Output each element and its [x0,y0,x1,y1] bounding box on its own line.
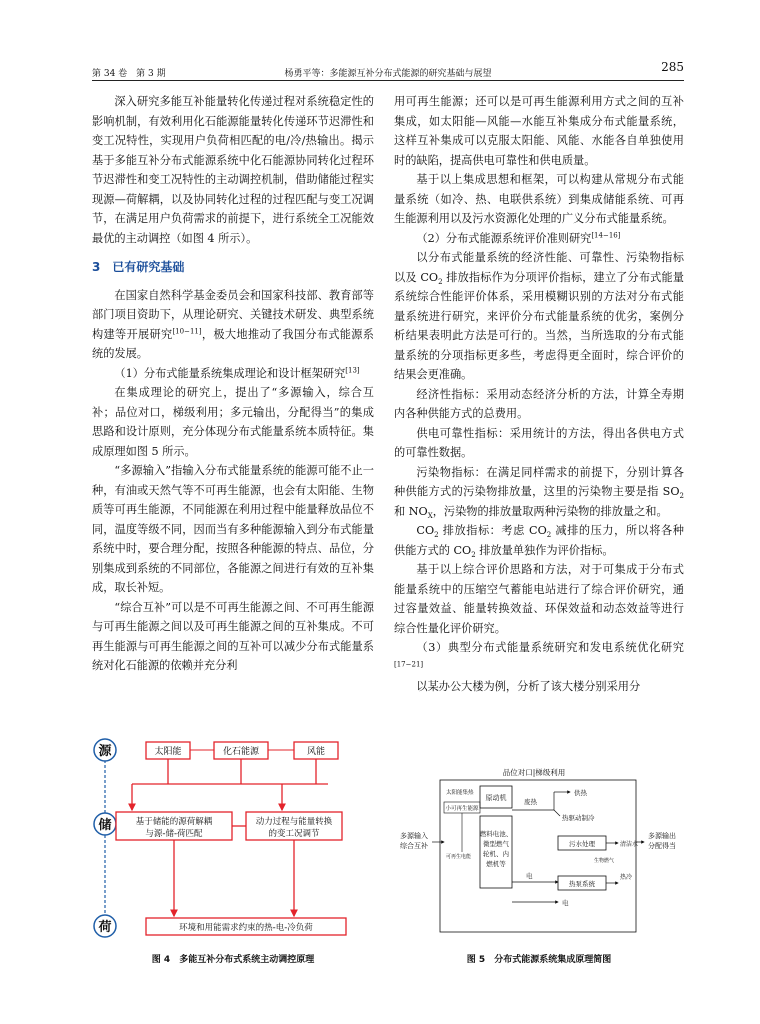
fossil-box [214,742,268,759]
figure-5-caption: 图 5 分布式能源系统集成原理简图 [466,955,612,965]
volume-issue: 第 34 卷 第 3 期 [92,69,166,79]
subscript: 2 [471,550,476,559]
output-label-1: 多源输出 [648,832,676,840]
text-run: 和 NO [394,504,428,518]
renewable-power-label: 可再生电能 [446,854,472,860]
running-title: 杨勇平等：多能源互补分布式能源的研究基础与展望 [284,69,492,79]
text-run: CO [416,524,435,537]
top-label: 品位对口|梯级利用 [502,768,566,777]
subsection-heading [394,638,684,677]
subsection-heading [92,364,374,384]
electricity-label-2: 电 [562,899,569,907]
waste-heat-label: 废热 [524,798,537,806]
fuel-line1: 燃料电池、 [479,830,513,838]
storage-decoupling-box [116,812,232,840]
left-column [92,92,374,676]
text-run: 污染物指标：在满足同样需求的前提下，分别计算各种供能方式的污染物排放量，这里的污染物主要是指 SO [394,465,684,498]
solar-box [146,742,190,759]
bio-gas-label: 生物燃气 [594,858,615,864]
subscript: X [427,511,433,520]
running-header [92,60,684,81]
right-column [394,92,684,697]
section-heading [92,258,374,278]
paragraph: 经济性指标：采用动态经济分析的方法，计算全寿期内各种供能方式的总费用。 [394,387,684,420]
storage-node [94,813,116,835]
paragraph: 基于以上集成思想和框架，可以构建从常规分布式能量系统（如冷、热、电联供系统）到集成储能系统、可再生能源利用以及污水资源化处理的广义分布式能量系统。 [394,173,684,225]
text-run: （1）分布式能量系统集成理论和设计框架研究 [114,366,346,380]
fuel-line2: 微型燃气 [483,840,509,848]
fuel-line3: 轮机、内 [483,850,509,858]
subscript: 2 [679,492,684,501]
storage-label: 储 [98,818,112,833]
electricity-label: 电 [526,872,533,880]
figure-5-diagram [394,766,684,938]
paragraph [394,463,684,522]
dynamic-box-line2: 的变工况调节 [268,829,320,839]
paragraph: 以某办公大楼为例，分析了该大楼分别采用分 [416,680,641,693]
input-label-2: 综合互补 [400,842,428,850]
load-node [94,915,116,937]
storage-box-line1: 基于储能的源荷解耦 [135,817,213,827]
input-label-1: 多源输入 [400,832,428,840]
section-number: 3 [92,260,101,274]
text-run: 排放量单独作为评价指标。 [475,543,614,557]
engine-label: 原动机 [485,794,507,802]
heat-cold-label: 热冷 [620,874,633,881]
subsection-heading [394,229,684,249]
text-run: 以分布式能量系统的经济性能、可靠性、污染物指标以及 CO [394,251,684,284]
page-number: 285 [661,60,684,74]
paragraph: 在集成理论的研究上，提出了“多源输入，综合互补；品位对口，梯级利用；多元输出，分配得当”的集成思路和设计原则，充分体现分布式能量系统本质特征。集成原理如图 5 所示。 [92,386,374,458]
solar-label: 太阳能 [154,747,182,757]
source-node [94,739,116,761]
source-label: 源 [98,744,112,759]
text-run: 排放指标作为分项评价指标，建立了分布式能量系统综合性能评价体系，采用模糊识别的方法对分布式能量系统进行研究，来评价分布式能量系统的优劣，案例分析结果表明此方法是可行的。当然，当所选取的分布式能量系统的分项指标更多些，考虑得更全面时，综合评价的结果会更准确。 [394,270,684,381]
paragraph: 用可再生能源；还可以是可再生能源利用方式之间的互补集成，如太阳能—风能—水能互补集成分布式能量系统，这样互补集成可以克服太阳能、风能、水能各自单独使用时的缺陷，提高供电可靠性和供电质量。 [394,95,684,167]
citation: [10−11] [172,326,202,335]
section-title: 已有研究基础 [112,260,185,274]
text-run: （2）分布式能源系统评价准则研究 [416,231,592,245]
figure-4-diagram [92,738,360,938]
heat-pump-label: 热泵系统 [569,880,595,888]
paragraph: 供电可靠性指标：采用统计的方法，得出各供电方式的可靠性数据。 [394,426,684,459]
text-run: （3）典型分布式能量系统研究和发电系统优化研究 [416,641,684,654]
wind-box [294,742,338,759]
paragraph: 基于以上综合评价思路和方法，对于可集成于分布式能量系统中的压缩空气蓄能电站进行了综合评价研究，通过容量效益、能量转换效益、环保效益和动态效益等进行综合性量化评价研究。 [394,563,684,635]
output-label-2: 分配得当 [648,842,676,850]
load-box-label: 环境和用能需求约束的热-电-冷负荷 [179,923,313,933]
storage-box-line2: 与源-储-荷匹配 [145,829,203,839]
citation: [17−21] [394,659,424,668]
sewage-label: 污水处理 [569,840,595,848]
heat-supply-label: 供热 [574,789,587,797]
dynamic-box-line1: 动力过程与能量转换 [255,817,333,827]
text-run: 排放指标：考虑 CO [438,524,547,537]
figure-4-caption: 图 4 多能互补分布式系统主动调控原理 [151,955,315,965]
subscript: 2 [438,277,443,286]
renewable-label: 小可再生能源 [445,806,479,812]
load-label: 荷 [98,920,112,935]
citation: [13] [345,365,360,374]
flow-line [554,810,560,816]
text-run: 在国家自然科学基金委员会和国家科技部、教育部等部门项目资助下，从理论研究、关键技术研发、典型系统构建等开展研究 [92,288,374,341]
paragraph [394,248,684,385]
fossil-label: 化石能源 [222,747,260,757]
citation: [14−16] [591,230,621,239]
dynamic-process-box [246,812,342,840]
clean-water-label: 清洁水 [620,841,639,848]
text-run: ，污染物的排放量取两种污染物的排放量之和。 [432,504,668,518]
paragraph [394,521,684,560]
solar-heat-label: 太阳能集热 [446,790,474,796]
wind-label: 风能 [306,747,326,757]
paragraph: 深入研究多能互补能量转化传递过程对系统稳定性的影响机制，有效利用化石能源能量转化传递环节迟滞性和变工况特性，实现用户负荷相匹配的电/冷/热输出。揭示基于多能互补分布式能源系统中化石能源协同转化过程环节迟滞性和变工况特性的主动调控机制，借助储能过程实现源—荷解耦，以及协同转化过程的过程匹配与变工况调节，在满足用户负荷需求的前提下，进行系统全工况能效最优的主动调控（如图 4 所示）。 [92,95,374,245]
paragraph: “综合互补”可以是不可再生能源之间、不可再生能源与可再生能源之间以及可再生能源之间的互补集成。不可再生能源与可再生能源之间的互补可以减少分布式能量系统对化石能源的依赖并充分利 [92,600,374,672]
subscript: 2 [546,531,552,540]
text-run: 减排的压力，所以将各种供能方式的 CO [394,524,684,557]
text-run: ，极大地推动了我国分布式能源系统的发展。 [92,327,374,360]
fuel-line4: 燃机等 [486,860,506,868]
heat-cooling-label: 热驱动制冷 [562,814,595,822]
load-demand-box [146,918,346,935]
paragraph: “多源输入”指输入分布式能量系统的能源可能不止一种，有油或天然气等不可再生能源，也会有太阳能、生物质等可再生能源，不同能源在利用过程中能量释放品位不同，温度等级不同，因而当有多种能源输入到分布式能量系统中时，要合理分配，按照各种能源的特点、品位，分别集成到系统的不同部位，各能源之间进行有效的互补集成，取长补短。 [92,464,374,594]
paragraph [92,286,374,364]
subscript: 2 [434,531,439,540]
